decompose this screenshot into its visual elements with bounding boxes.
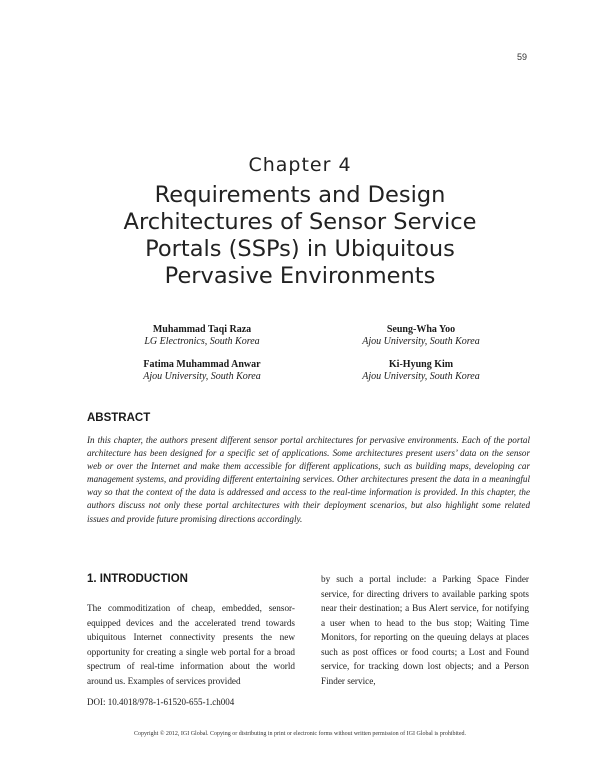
- author-block: [102, 324, 302, 348]
- abstract-text: In this chapter, the authors present different sensor portal architectures for pervasive environments. Each of the portal architecture has been designed for a specific set of applications. Some architectures present users’ data on the sensor web or over the Internet and make them accessible for different applications, such as building maps, developing car management systems, and providing different entertaining services. Other architectures present the data in a meaningful way so that the context of the data is addressed and access to the real-time information is provided. In this chapter, the authors discuss not only these portal architectures with their deployment scenarios, but also highlight some related issues and provide future promising directions accordingly.: [87, 435, 530, 524]
- abstract-heading: ABSTRACT: [87, 412, 151, 424]
- doi: DOI: 10.4018/978-1-61520-655-1.ch004: [87, 697, 235, 707]
- author-block: [321, 359, 521, 383]
- title-line: Portals (SSPs) in Ubiquitous: [145, 236, 455, 262]
- author-name: Muhammad Taqi Raza: [152, 324, 252, 335]
- chapter-title: [60, 182, 540, 290]
- title-line: Requirements and Design: [154, 182, 446, 208]
- author-name: Ki-Hyung Kim: [388, 359, 454, 370]
- author-affiliation: LG Electronics, South Korea: [144, 336, 260, 347]
- author-affiliation: Ajou University, South Korea: [143, 371, 261, 382]
- copyright-notice: Copyright © 2012, IGI Global. Copying or distributing in print or electronic forms without written permission of IGI Global is prohibited.: [133, 731, 466, 737]
- author-name: Fatima Muhammad Anwar: [143, 359, 261, 370]
- title-line: Pervasive Environments: [164, 263, 436, 289]
- author-block: [321, 324, 521, 348]
- intro-left-column: The commoditization of cheap, embedded, sensor-equipped devices and the accelerated trend towards ubiquitous Internet connectivity presents the new opportunity for creating a single web portal for a broad spectrum of real-time information about the world around us. Examples of services provided: [87, 603, 295, 686]
- intro-right-column: by such a portal include: a Parking Space Finder service, for directing drivers to available parking spots near their destination; a Bus Alert service, for notifying a user when to head to the bus stop; Waiting Time Monitors, for reporting on the queuing delays at places such as post offices or food courts; a Lost and Found service, for tracking down lost objects; and a Person Finder service,: [321, 574, 529, 686]
- author-name: Seung-Wha Yoo: [386, 324, 456, 335]
- author-affiliation: Ajou University, South Korea: [362, 336, 480, 347]
- title-line: Architectures of Sensor Service: [123, 209, 477, 235]
- author-block: [102, 359, 302, 383]
- chapter-label: Chapter 4: [248, 154, 352, 176]
- page-number: 59: [516, 52, 527, 62]
- introduction-heading: 1. INTRODUCTION: [87, 573, 188, 585]
- author-affiliation: Ajou University, South Korea: [362, 371, 480, 382]
